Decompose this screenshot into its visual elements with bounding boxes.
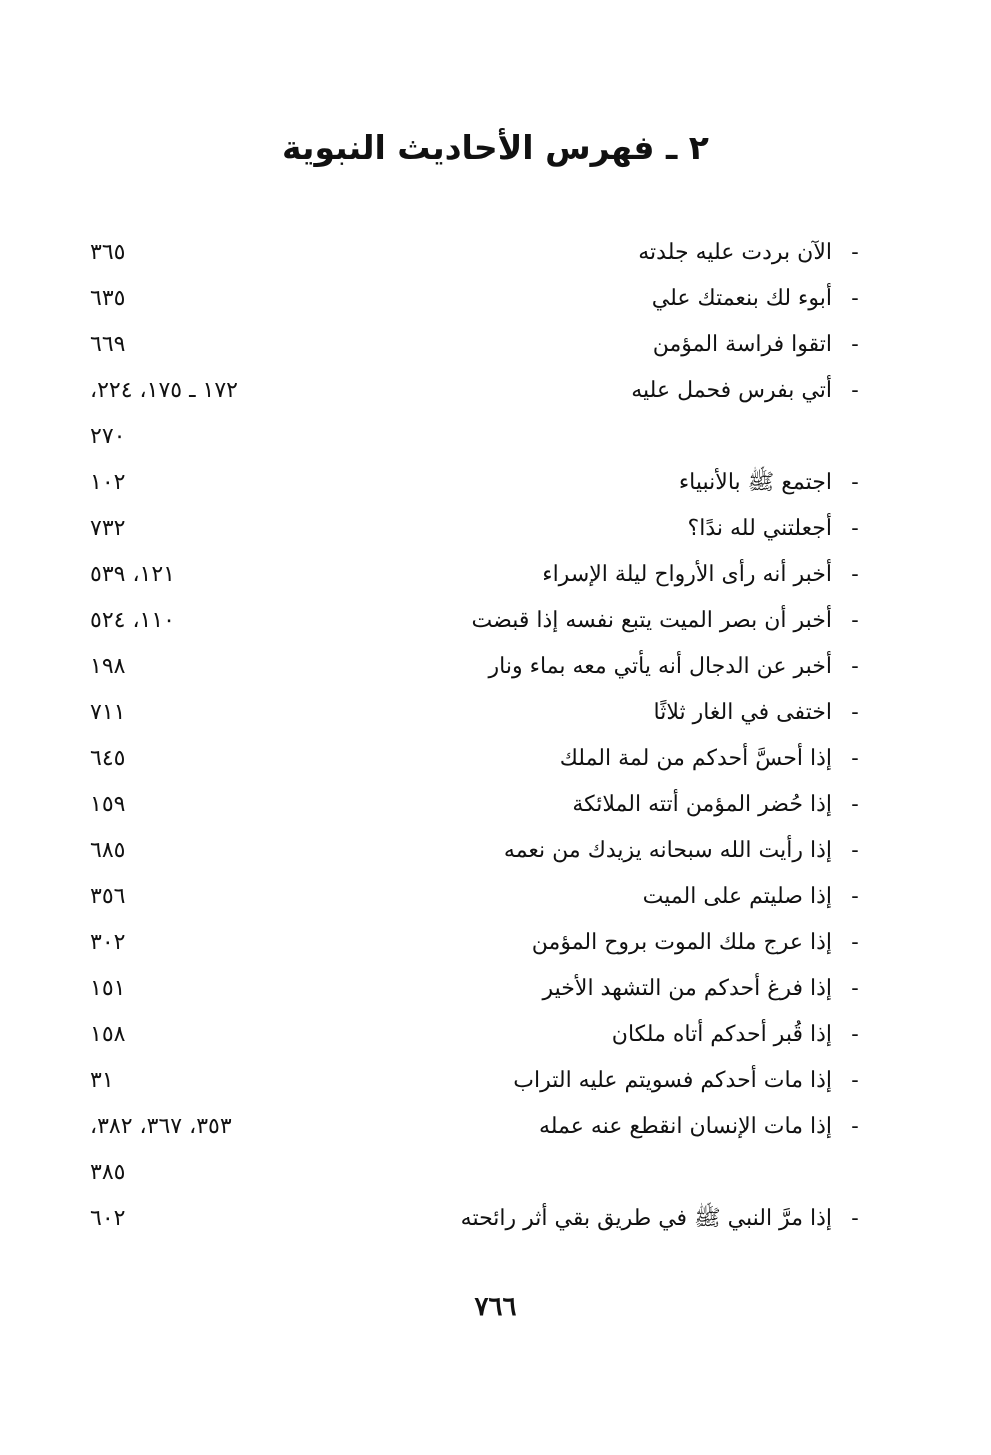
entry-pages: ١١٠، ٥٢٤ xyxy=(90,608,175,633)
entry-pages: ٧٣٢ xyxy=(90,516,126,541)
entry-text: الآن بردت عليه جلدته xyxy=(638,240,832,265)
page-title: ٢ ـ فهرس الأحاديث النبوية xyxy=(282,128,709,167)
entry-dash: - xyxy=(851,930,859,955)
index-entry-continuation xyxy=(90,414,870,460)
entry-pages: ٣٦٥ xyxy=(90,240,126,265)
index-entry xyxy=(90,1058,870,1104)
entry-pages: ٦٣٥ xyxy=(90,286,126,311)
entry-pages: ٦٠٢ xyxy=(90,1206,126,1231)
entry-pages: ١٥٩ xyxy=(90,792,126,817)
entry-pages: ٢٧٠ xyxy=(90,424,126,449)
entry-pages: ٦٤٥ xyxy=(90,746,126,771)
entry-dash: - xyxy=(851,286,859,311)
entry-pages: ٦٨٥ xyxy=(90,838,126,863)
entry-dash: - xyxy=(851,332,859,357)
entry-text: إذا أحسَّ أحدكم من لمة الملك xyxy=(559,746,832,771)
index-entry xyxy=(90,1012,870,1058)
entry-text: إذا فرغ أحدكم من التشهد الأخير xyxy=(542,976,832,1001)
entry-pages: ١٧٢ ـ ١٧٥، ٢٢٤، xyxy=(90,378,238,403)
entry-dash: - xyxy=(851,562,859,587)
entry-pages: ١٥٨ xyxy=(90,1022,126,1047)
entry-pages: ١٢١، ٥٣٩ xyxy=(90,562,175,587)
entry-dash: - xyxy=(851,654,859,679)
entry-text: إذا مرَّ النبي ﷺ في طريق بقي أثر رائحته xyxy=(460,1206,832,1231)
entry-pages: ١٠٢ xyxy=(90,470,126,495)
entry-dash: - xyxy=(851,378,859,403)
entry-dash: - xyxy=(851,746,859,771)
entry-text: أخبر أنه رأى الأرواح ليلة الإسراء xyxy=(542,562,832,587)
index-entry xyxy=(90,368,870,414)
entry-pages: ١٥١ xyxy=(90,976,126,1001)
entry-dash: - xyxy=(851,976,859,1001)
entry-dash: - xyxy=(851,240,859,265)
index-entry xyxy=(90,506,870,552)
entry-text: اختفى في الغار ثلاثًا xyxy=(653,700,832,725)
entry-text: اتقوا فراسة المؤمن xyxy=(652,332,832,357)
entry-pages: ٧١١ xyxy=(90,700,126,725)
entry-dash: - xyxy=(851,838,859,863)
entry-text: إذا مات الإنسان انقطع عنه عمله xyxy=(538,1114,832,1139)
entry-text: أتي بفرس فحمل عليه xyxy=(631,378,832,403)
entry-dash: - xyxy=(851,516,859,541)
index-entry xyxy=(90,690,870,736)
entry-text: إذا رأيت الله سبحانه يزيدك من نعمه xyxy=(503,838,832,863)
index-entry xyxy=(90,1196,870,1242)
index-entry xyxy=(90,736,870,782)
entry-pages: ٣٥٣، ٣٦٧، ٣٨٢، xyxy=(90,1114,232,1139)
index-entry xyxy=(90,322,870,368)
index-entry xyxy=(90,230,870,276)
index-entry xyxy=(90,966,870,1012)
entry-dash: - xyxy=(851,608,859,633)
entry-dash: - xyxy=(851,470,859,495)
entry-pages: ٣٨٥ xyxy=(90,1160,126,1185)
entry-pages: ٣١ xyxy=(90,1068,114,1093)
index-entry xyxy=(90,552,870,598)
entry-text: أجعلتني لله ندًا؟ xyxy=(687,516,832,541)
entry-pages: ٣٠٢ xyxy=(90,930,126,955)
entry-dash: - xyxy=(851,1114,859,1139)
entry-pages: ١٩٨ xyxy=(90,654,126,679)
entry-text: إذا صليتم على الميت xyxy=(642,884,832,909)
index-entry xyxy=(90,276,870,322)
entry-pages: ٣٥٦ xyxy=(90,884,126,909)
entry-dash: - xyxy=(851,1068,859,1093)
page-number: ٧٦٦ xyxy=(474,1292,517,1322)
entry-text: أخبر عن الدجال أنه يأتي معه بماء ونار xyxy=(488,654,832,679)
entry-dash: - xyxy=(851,1206,859,1231)
entry-text: إذا حُضر المؤمن أتته الملائكة xyxy=(572,792,832,817)
entry-dash: - xyxy=(851,884,859,909)
index-entry xyxy=(90,598,870,644)
entry-pages: ٦٦٩ xyxy=(90,332,126,357)
hadith-index-list xyxy=(90,230,870,1242)
entry-text: إذا عرج ملك الموت بروح المؤمن xyxy=(531,930,832,955)
index-entry xyxy=(90,920,870,966)
index-entry xyxy=(90,874,870,920)
entry-text: إذا مات أحدكم فسويتم عليه التراب xyxy=(513,1068,832,1093)
entry-text: اجتمع ﷺ بالأنبياء xyxy=(678,470,832,495)
entry-text: أخبر أن بصر الميت يتبع نفسه إذا قبضت xyxy=(471,608,832,633)
index-entry xyxy=(90,1104,870,1150)
entry-dash: - xyxy=(851,700,859,725)
index-entry xyxy=(90,828,870,874)
entry-dash: - xyxy=(851,1022,859,1047)
entry-dash: - xyxy=(851,792,859,817)
index-entry xyxy=(90,460,870,506)
entry-text: أبوء لك بنعمتك علي xyxy=(651,286,832,311)
index-entry xyxy=(90,782,870,828)
index-entry xyxy=(90,644,870,690)
entry-text: إذا قُبر أحدكم أتاه ملكان xyxy=(611,1022,832,1047)
index-entry-continuation xyxy=(90,1150,870,1196)
